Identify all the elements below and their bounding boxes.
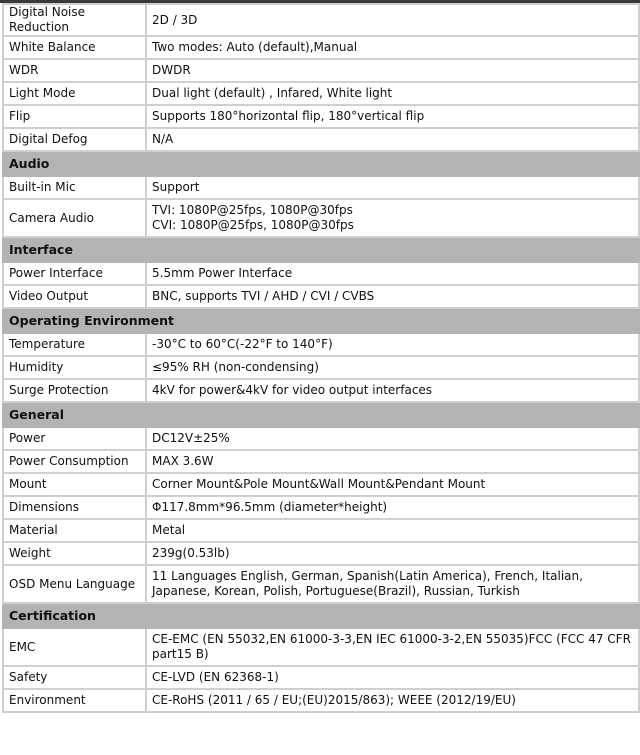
section-header-certification (3, 603, 639, 628)
spec-value: DC12V±25% (146, 427, 639, 450)
spec-table (2, 3, 640, 713)
spec-value: CE-EMC (EN 55032,EN 61000-3-3,EN IEC 61000-3-2,EN 55035)FCC (FCC 47 CFR part15 B) (146, 628, 639, 666)
spec-label: Power Consumption (3, 450, 146, 473)
spec-value: CE-LVD (EN 62368-1) (146, 666, 639, 689)
spec-row-temperature (3, 333, 639, 356)
spec-value: 2D / 3D (146, 4, 639, 36)
section-header-general (3, 402, 639, 427)
spec-row-flip (3, 105, 639, 128)
spec-label: OSD Menu Language (3, 565, 146, 603)
spec-label: WDR (3, 59, 146, 82)
spec-label: Material (3, 519, 146, 542)
spec-value: Metal (146, 519, 639, 542)
spec-row-white-balance (3, 36, 639, 59)
spec-row-environment (3, 689, 639, 712)
spec-label: EMC (3, 628, 146, 666)
spec-value: Two modes: Auto (default),Manual (146, 36, 639, 59)
spec-value-line: CVI: 1080P@25fps, 1080P@30fps (152, 218, 354, 232)
spec-value: 4kV for power&4kV for video output interfaces (146, 379, 639, 402)
section-title: General (3, 402, 639, 427)
spec-row-light-mode (3, 82, 639, 105)
spec-row-emc (3, 628, 639, 666)
spec-label: Camera Audio (3, 199, 146, 237)
spec-value: BNC, supports TVI / AHD / CVI / CVBS (146, 285, 639, 308)
spec-row-surge-protection (3, 379, 639, 402)
spec-row-power-interface (3, 262, 639, 285)
spec-row-wdr (3, 59, 639, 82)
spec-value (146, 199, 639, 237)
spec-row-mount (3, 473, 639, 496)
spec-value: MAX 3.6W (146, 450, 639, 473)
spec-row-power (3, 427, 639, 450)
section-header-interface (3, 237, 639, 262)
spec-row-weight (3, 542, 639, 565)
spec-label: White Balance (3, 36, 146, 59)
spec-value: Φ117.8mm*96.5mm (diameter*height) (146, 496, 639, 519)
section-header-operating-environment (3, 308, 639, 333)
spec-row-video-output (3, 285, 639, 308)
spec-row-humidity (3, 356, 639, 379)
spec-label: Mount (3, 473, 146, 496)
spec-label: Humidity (3, 356, 146, 379)
spec-label: Dimensions (3, 496, 146, 519)
spec-value: 11 Languages English, German, Spanish(Latin America), French, Italian, Japanese, Korean, Polish, Portuguese(Brazil), Russian, Turkish (146, 565, 639, 603)
spec-row-material (3, 519, 639, 542)
spec-value: Supports 180°horizontal flip, 180°vertical flip (146, 105, 639, 128)
spec-value: Support (146, 176, 639, 199)
spec-label: Power (3, 427, 146, 450)
spec-label: Light Mode (3, 82, 146, 105)
spec-row-osd-menu-language (3, 565, 639, 603)
spec-value: -30°C to 60°C(-22°F to 140°F) (146, 333, 639, 356)
spec-label: Digital Noise Reduction (3, 4, 146, 36)
section-title: Audio (3, 151, 639, 176)
spec-label: Digital Defog (3, 128, 146, 151)
spec-value: Corner Mount&Pole Mount&Wall Mount&Pendant Mount (146, 473, 639, 496)
spec-label: Built-in Mic (3, 176, 146, 199)
spec-row-built-in-mic (3, 176, 639, 199)
spec-value: DWDR (146, 59, 639, 82)
spec-value: Dual light (default) , Infared, White light (146, 82, 639, 105)
spec-row-digital-defog (3, 128, 639, 151)
spec-row-power-consumption (3, 450, 639, 473)
spec-label: Environment (3, 689, 146, 712)
spec-row-safety (3, 666, 639, 689)
spec-value: ≤95% RH (non-condensing) (146, 356, 639, 379)
spec-label: Weight (3, 542, 146, 565)
spec-label: Safety (3, 666, 146, 689)
spec-row-digital-noise-reduction (3, 4, 639, 36)
spec-label: Surge Protection (3, 379, 146, 402)
spec-label: Power Interface (3, 262, 146, 285)
spec-value: 5.5mm Power Interface (146, 262, 639, 285)
spec-row-dimensions (3, 496, 639, 519)
spec-row-camera-audio (3, 199, 639, 237)
section-title: Interface (3, 237, 639, 262)
spec-value: N/A (146, 128, 639, 151)
spec-label: Temperature (3, 333, 146, 356)
section-title: Certification (3, 603, 639, 628)
section-title: Operating Environment (3, 308, 639, 333)
spec-value: CE-RoHS (2011 / 65 / EU;(EU)2015/863); WEEE (2012/19/EU) (146, 689, 639, 712)
spec-label: Video Output (3, 285, 146, 308)
spec-value: 239g(0.53lb) (146, 542, 639, 565)
section-header-audio (3, 151, 639, 176)
spec-value-line: TVI: 1080P@25fps, 1080P@30fps (152, 203, 353, 217)
spec-label: Flip (3, 105, 146, 128)
